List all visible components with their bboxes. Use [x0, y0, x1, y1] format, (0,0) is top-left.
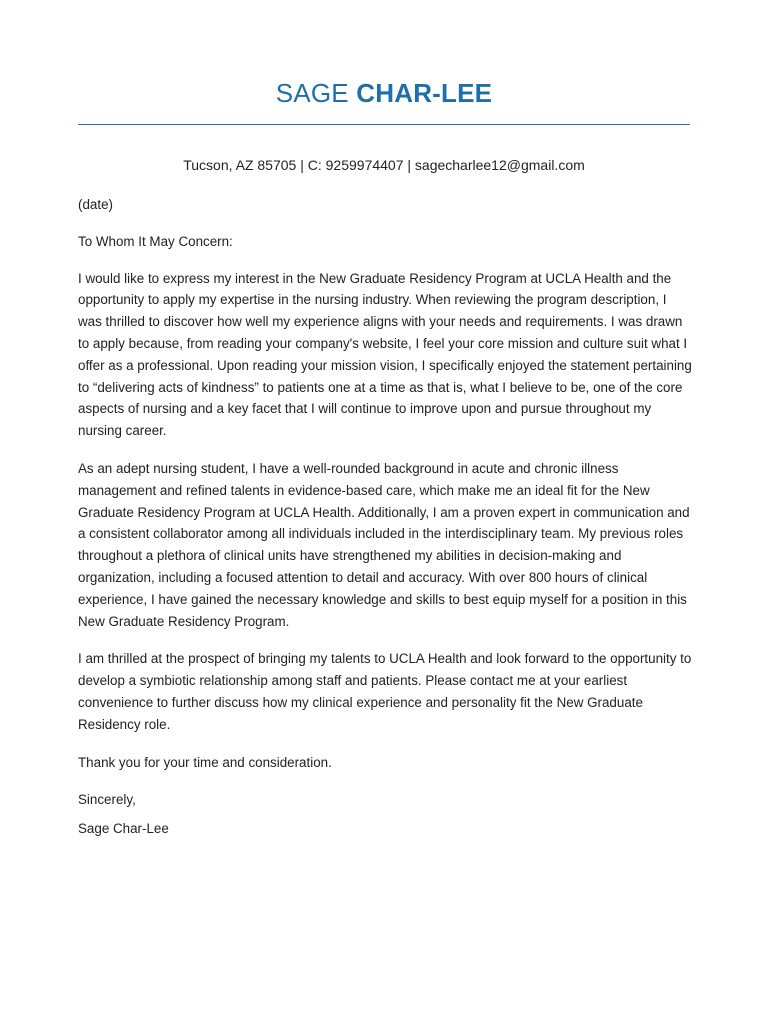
closing: Sincerely, — [78, 792, 136, 808]
last-name: CHAR-LEE — [356, 78, 493, 108]
contact-line: Tucson, AZ 85705 | C: 9259974407 | sagecharlee12@gmail.com — [183, 157, 585, 173]
first-name: SAGE — [275, 78, 349, 108]
signature: Sage Char-Lee — [78, 821, 169, 837]
paragraph-background: As an adept nursing student, I have a well-rounded background in acute and chronic illness management and refined talents in evidence-based care, which make me an ideal fit for the New Graduate Residency Program at UCLA Health. Additionally, I am a proven expert in communication and a consistent collaborator among all individuals included in the interdisciplinary team. My previous roles throughout a plethora of clinical units have strengthened my abilities in decision-making and organization, including a focused attention to detail and accuracy. With over 800 hours of clinical experience, I have gained the necessary knowledge and skills to best equip myself for a position in this New Graduate Residency Program. — [78, 460, 690, 629]
paragraph-thanks: Thank you for your time and consideration. — [78, 754, 332, 770]
header-divider — [78, 124, 690, 125]
letter-date: (date) — [78, 197, 113, 212]
salutation: To Whom It May Concern: — [78, 233, 233, 249]
paragraph-closing-remarks: I am thrilled at the prospect of bringing my talents to UCLA Health and look forward to the opportunity to develop a symbiotic relationship among staff and patients. Please contact me at your earliest convenience to further discuss how my clinical experience and personality fit the New Graduate Residency role. — [78, 651, 692, 732]
applicant-name — [0, 78, 768, 108]
paragraph-interest: I would like to express my interest in the New Graduate Residency Program at UCLA Health and the opportunity to apply my expertise in the nursing industry. When reviewing the program description, I was thrilled to discover how well my experience aligns with your needs and requirements. I was drawn to apply because, from reading your company's website, I feel your core mission and culture suit what I offer as a professional. Upon reading your mission vision, I specifically enjoyed the statement pertaining to “delivering acts of kindness” to patients one at a time as that is, what I believe to be, one of the core aspects of nursing and a key facet that I will continue to improve upon and pursue throughout my nursing career. — [78, 270, 692, 439]
letter-body — [78, 194, 692, 840]
